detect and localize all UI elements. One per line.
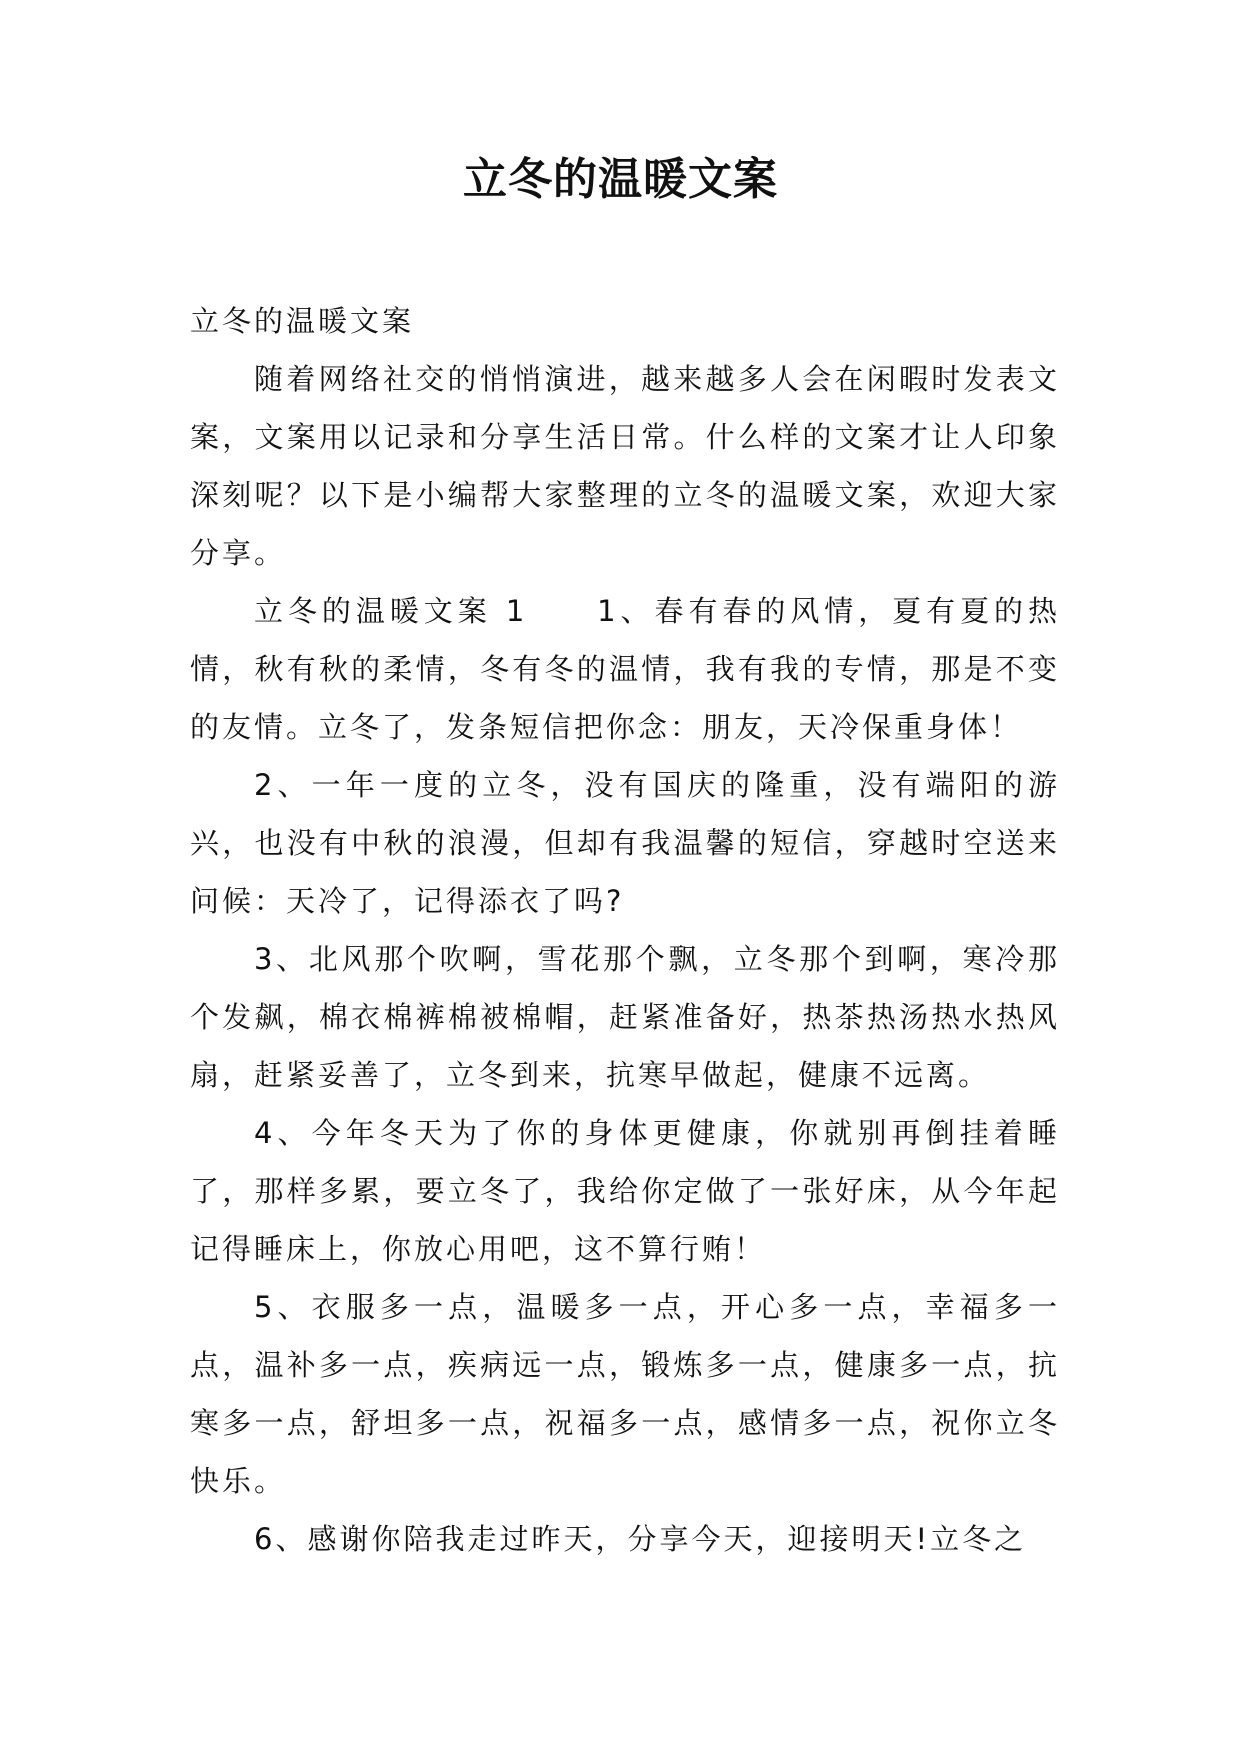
item-4: 4、今年冬天为了你的身体更健康，你就别再倒挂着睡了，那样多累，要立冬了，我给你定做了一张好床，从今年起记得睡床上，你放心用吧，这不算行贿！ — [190, 1116, 1060, 1266]
item-5: 5、衣服多一点，温暖多一点，开心多一点，幸福多一点，温补多一点，疾病远一点，锻炼多一点，健康多一点，抗寒多一点，舒坦多一点，祝福多一点，感情多一点，祝你立冬快乐。 — [190, 1290, 1060, 1498]
intro-paragraph: 随着网络社交的悄悄演进，越来越多人会在闲暇时发表文案，文案用以记录和分享生活日常。什么样的文案才让人印象深刻呢？以下是小编帮大家整理的立冬的温暖文案，欢迎大家分享。 — [190, 362, 1060, 570]
document-title: 立冬的温暖文案 — [463, 154, 778, 205]
document-body — [190, 292, 1060, 1568]
subheading: 立冬的温暖文案 — [190, 304, 415, 338]
section-1-item-1: 立冬的温暖文案 1 1、春有春的风情，夏有夏的热情，秋有秋的柔情，冬有冬的温情，我有我的专情，那是不变的友情。立冬了，发条短信把你念：朋友，天冷保重身体！ — [190, 594, 1060, 744]
item-6: 6、感谢你陪我走过昨天，分享今天，迎接明天!立冬之 — [254, 1522, 1027, 1556]
item-2: 2、一年一度的立冬，没有国庆的隆重，没有端阳的游兴，也没有中秋的浪漫，但却有我温馨的短信，穿越时空送来问候：天冷了，记得添衣了吗? — [190, 768, 1060, 918]
item-3: 3、北风那个吹啊，雪花那个飘，立冬那个到啊，寒冷那个发飙，棉衣棉裤棉被棉帽，赶紧准备好，热茶热汤热水热风扇，赶紧妥善了，立冬到来，抗寒早做起，健康不远离。 — [190, 942, 1060, 1092]
